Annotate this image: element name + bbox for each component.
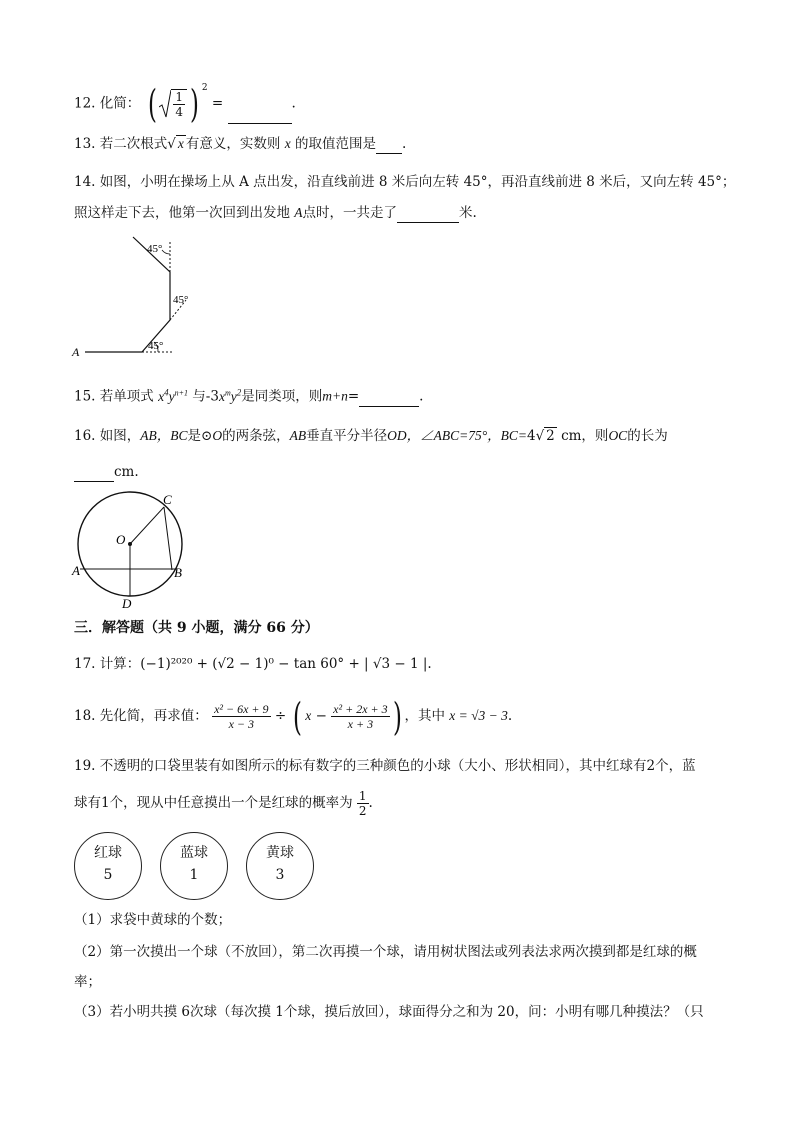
question-16-line1	[74, 426, 668, 446]
paren-close: )	[392, 694, 402, 739]
angle-label-1: 45°	[147, 243, 163, 255]
q16-t7: 垂直平分半径	[306, 428, 388, 444]
q15-post: 是同类项，则	[241, 388, 323, 405]
q13-post: 的取值范围是	[294, 136, 376, 152]
f2-denominator: x + 3	[347, 717, 374, 731]
q12-period: .	[291, 95, 296, 112]
q13-var: x	[284, 136, 291, 151]
ball-blue	[160, 832, 228, 900]
chord-bc	[164, 507, 172, 570]
question-14-line1	[74, 172, 735, 192]
q16-t10: cm，则	[561, 428, 609, 444]
question-17	[74, 654, 432, 674]
q16-t4: O	[212, 428, 223, 443]
ball-red-value: 5	[103, 867, 113, 883]
point-a-label: A	[72, 345, 80, 359]
q19-sub2-line1: （2）第一次摸出一个球（不放回），第二次再摸一个球，请用树状图法或列表法求两次摸到都是红球的概	[74, 944, 697, 960]
q16-t8: OD，∠ABC=75°，BC=	[387, 428, 527, 443]
answer-blank-15[interactable]	[359, 392, 419, 407]
circle-diagram	[68, 490, 192, 612]
q14-point-a: A	[294, 205, 303, 220]
q12-text: 化简：	[99, 95, 141, 112]
q17-pre: 计算：	[99, 656, 141, 672]
q19-sub1: （1）求袋中黄球的个数；	[74, 912, 232, 928]
ball-blue-name: 蓝球	[180, 845, 208, 861]
q16-number: 16.	[74, 428, 96, 444]
question-14-line2	[74, 203, 477, 223]
monomial-1: $x^4y^{n+1}$	[158, 387, 188, 404]
left-paren: (	[147, 82, 157, 126]
q15-mid: 与	[192, 388, 206, 405]
ball-blue-value: 1	[189, 867, 199, 883]
q16-t5: 的两条弦，	[222, 428, 290, 444]
equals-sign: =	[211, 95, 224, 112]
q12-number: 12.	[74, 95, 96, 112]
q13-mid: 有意义，实数则	[185, 136, 281, 152]
q14-line2-pre: 照这样走下去，他第一次回到出发地	[74, 205, 290, 221]
q16-t9: 4	[526, 428, 536, 444]
q19-line2-period: .	[368, 795, 373, 811]
ball-yellow-name: 黄球	[266, 845, 294, 861]
label-c: C	[163, 492, 172, 507]
center-dot	[128, 542, 132, 546]
answer-blank-14[interactable]	[397, 208, 459, 223]
question-19-line1	[74, 756, 696, 776]
q18-period: .	[507, 708, 513, 724]
q16-t12: 的长为	[627, 428, 668, 444]
fraction-1	[212, 702, 270, 731]
question-19-line2	[74, 788, 373, 818]
radius-oc	[130, 507, 164, 544]
q19-sub2-line2: 率；	[74, 974, 101, 990]
q14-line2-mid: 点时，一共走了	[302, 205, 398, 221]
q19-number: 19.	[74, 758, 96, 774]
question-13	[74, 134, 406, 154]
divide-sign: ÷	[274, 708, 287, 724]
q16-t6: AB	[289, 428, 307, 443]
right-paren: )	[190, 82, 199, 126]
f1-numerator: x² − 6x + 9	[214, 702, 269, 716]
monomial-2: $x^my^2$	[218, 387, 242, 404]
q18-x: x	[305, 708, 312, 723]
answer-blank-16[interactable]	[74, 467, 114, 482]
q17-number: 17.	[74, 656, 96, 672]
q18-pre: 先化简，再求值：	[99, 708, 208, 724]
answer-blank-12[interactable]	[228, 109, 292, 124]
q13-pre: 若二次根式	[99, 136, 168, 152]
frac-denominator: 4	[175, 105, 184, 119]
question-15	[74, 382, 423, 407]
q14-line2-post: 米.	[459, 205, 477, 221]
q15-eq: =	[347, 388, 360, 405]
q15-expr: m+n	[322, 388, 348, 404]
q18-post: ，其中	[404, 708, 445, 724]
label-a: A	[72, 563, 80, 578]
q16-t2: AB，BC	[140, 428, 188, 443]
label-b: B	[174, 565, 182, 580]
ball-yellow-value: 3	[275, 867, 285, 883]
section-3-title: 三．解答题（共 9 小题，满分 66 分）	[74, 620, 319, 636]
prob-numerator: 1	[358, 789, 367, 803]
probability-fraction	[357, 789, 369, 818]
q14-line1: 如图，小明在操场上从 A 点出发，沿直线前进 8 米后向左转 45°，再沿直线前进 8 米后，又向左转 45°；	[99, 174, 736, 190]
angle-arc-1	[162, 250, 170, 254]
question-16-line2	[74, 462, 139, 482]
q15-pre: 若单项式	[99, 388, 154, 405]
paren-open: (	[293, 694, 303, 739]
radical-sign	[159, 89, 171, 119]
question-18	[74, 694, 512, 738]
fraction-one-quarter	[171, 89, 187, 119]
q16-t1: 如图，	[99, 428, 141, 444]
ball-red-name: 红球	[94, 845, 122, 861]
q16-t3: 是⊙	[187, 428, 213, 444]
angle-label-3: 45°	[148, 340, 164, 352]
q15-coef: -3	[205, 388, 219, 405]
sqrt-2-val: 2	[546, 428, 555, 444]
fraction-2	[331, 702, 389, 731]
question-12	[74, 84, 296, 124]
frac-numerator: 1	[175, 90, 184, 104]
q16-unit: cm.	[114, 464, 139, 480]
q14-number: 14.	[74, 174, 96, 190]
sqrt-expression	[159, 89, 187, 119]
sqrt-x-var: x	[177, 136, 184, 151]
minus-sign: −	[315, 708, 327, 724]
q19-sub3: （3）若小明共摸 6次球（每次摸 1个球，摸后放回），球面得分之和为 20，问：小明有哪几种摸法？（只	[74, 1004, 704, 1020]
answer-blank-13[interactable]	[376, 139, 402, 154]
q19-line2: 球有1个，现从中任意摸出一个是红球的概率为	[74, 795, 353, 811]
sqrt-x: √ x	[167, 136, 184, 152]
q15-number: 15.	[74, 388, 96, 405]
exponent: 2	[201, 83, 208, 93]
f1-denominator: x − 3	[228, 717, 255, 731]
q17-expr: (−1)²⁰²⁰ + (√2 − 1)⁰ − tan 60° + | √3 − 1 |	[140, 656, 428, 672]
q16-t11: OC	[608, 428, 628, 443]
angle-label-2: 45°	[173, 294, 189, 306]
q17-period: .	[427, 656, 432, 672]
label-o: O	[116, 532, 126, 547]
q18-condition: x = √3 − 3	[449, 708, 508, 723]
q18-number: 18.	[74, 708, 96, 724]
q13-period: .	[401, 136, 407, 152]
f2-numerator: x² + 2x + 3	[333, 702, 388, 716]
walking-path-diagram	[70, 232, 210, 360]
q13-number: 13.	[74, 136, 96, 152]
ball-red	[74, 832, 142, 900]
ball-yellow	[246, 832, 314, 900]
q19-line1: 不透明的口袋里装有如图所示的标有数字的三种颜色的小球（大小、形状相同），其中红球有2个，蓝	[99, 758, 696, 774]
q15-period: .	[419, 388, 424, 405]
sqrt-2: √ 2	[535, 428, 555, 444]
prob-denominator: 2	[358, 804, 367, 818]
label-d: D	[122, 596, 132, 611]
